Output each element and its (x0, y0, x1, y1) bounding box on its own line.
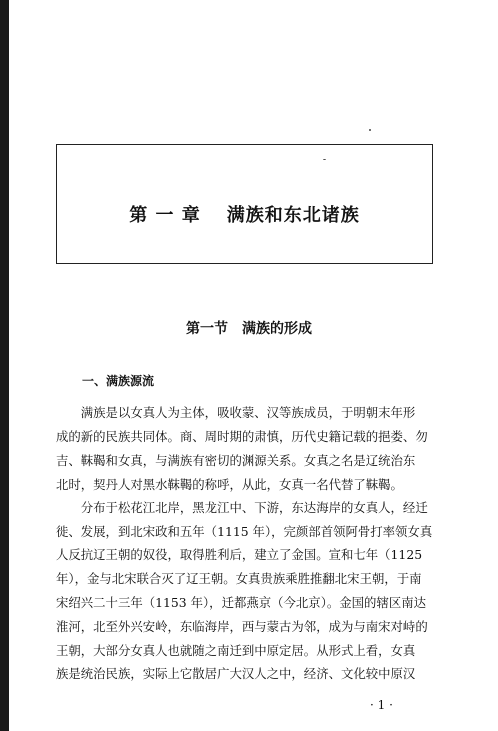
paragraph-line: 北时，契丹人对黑水靺鞨的称呼，从此，女真一名代替了靺鞨。 (56, 477, 403, 492)
chapter-label: 第 一 章 (129, 205, 201, 226)
page-number: · 1 · (370, 698, 393, 712)
paragraph-line: 满族是以女真人为主体，吸收蒙、汉等族成员，于明朝末年形 (56, 405, 416, 420)
section-name: 满族的形成 (242, 321, 312, 337)
subsection-title: 一、满族源流 (82, 374, 155, 388)
paragraph-line: 年），金与北宋联合灭了辽王朝。女真贵族乘胜推翻北宋王朝，于南 (56, 571, 422, 586)
paragraph-line: 吉、靺鞨和女真，与满族有密切的渊源关系。女真之名是辽统治东 (56, 453, 416, 468)
paragraph-line: 徙、发展，到北宋政和五年（1115 年），完颜部首领阿骨打率领女真 (56, 524, 433, 539)
chapter-name: 满族和东北诸族 (226, 205, 360, 226)
chapter-title (57, 201, 432, 227)
scan-speck (369, 129, 371, 131)
scan-left-edge (0, 0, 9, 731)
paragraph-line: 王朝，大部分女真人也就随之南迁到中原定居。从形式上看，女真 (56, 643, 416, 658)
paragraph-line: 宋绍兴二十三年（1153 年），迁都燕京（今北京）。金国的辖区南达 (56, 595, 427, 610)
paragraph-line: 分布于松花江北岸，黑龙江中、下游，东达海岸的女真人，经迁 (56, 500, 428, 515)
paragraph-line: 成的新的民族共同体。商、周时期的肃慎，历代史籍记载的挹娄、勿 (56, 429, 428, 444)
paragraph-line: 人反抗辽王朝的奴役，取得胜利后，建立了金国。宣和七年（1125 (56, 547, 423, 562)
chapter-heading-box (56, 144, 433, 264)
section-title (0, 318, 498, 338)
paragraph-line: 族是统治民族，实际上它散居广大汉人之中，经济、文化较中原汉 (56, 666, 416, 681)
paragraph-line: 淮河，北至外兴安岭，东临海岸，西与蒙古为邻，成为与南宋对峙的 (56, 619, 428, 634)
section-label: 第一节 (186, 321, 228, 337)
